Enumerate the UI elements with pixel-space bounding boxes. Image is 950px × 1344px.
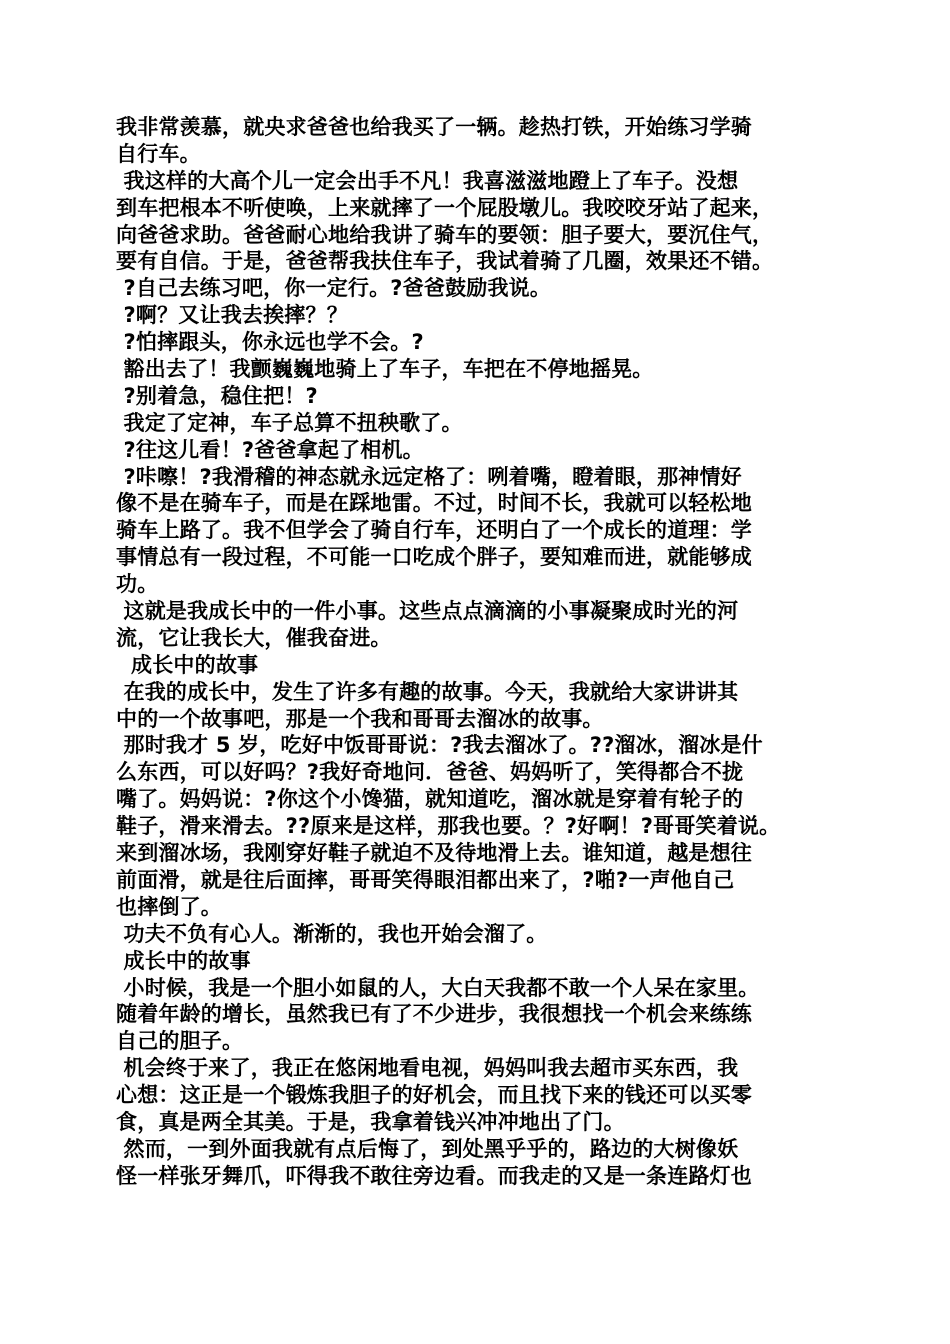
text-line: 前面滑，就是往后面摔，哥哥笑得眼泪都出来了，?啪?一声他自己 bbox=[116, 867, 735, 892]
text-line: 随着年龄的增长，虽然我已有了不少进步，我很想找一个机会来练练 bbox=[116, 1002, 752, 1027]
text-line: 食，真是两全其美。于是，我拿着钱兴冲冲地出了门。 bbox=[116, 1109, 625, 1134]
text-line: 机会终于来了，我正在悠闲地看电视，妈妈叫我去超市买东西，我 bbox=[116, 1056, 739, 1081]
text-line: 那时我才 5 岁，吃好中饭哥哥说：?我去溜冰了。??溜冰，溜冰是什 bbox=[116, 733, 763, 758]
text-line: 我定了定神，车子总算不扭秧歌了。 bbox=[116, 410, 463, 435]
text-line: ?咔嚓！?我滑稽的神态就永远定格了：咧着嘴，瞪着眼，那神情好 bbox=[116, 464, 742, 489]
text-line: ?自己去练习吧，你一定行。?爸爸鼓励我说。 bbox=[116, 276, 552, 301]
text-line: 成长中的故事 bbox=[116, 652, 259, 677]
text-line: 嘴了。妈妈说：?你这个小馋猫，就知道吃，溜冰就是穿着有轮子的 bbox=[116, 787, 744, 812]
text-line: 事情总有一段过程，不可能一口吃成个胖子，要知难而进，就能够成 bbox=[116, 545, 752, 570]
text-line: 豁出去了！我颤巍巍地骑上了车子，车把在不停地摇晃。 bbox=[116, 357, 654, 382]
text-line: 到车把根本不听使唤，上来就摔了一个屁股墩儿。我咬咬牙站了起来， bbox=[116, 195, 774, 220]
text-line: ?怕摔跟头，你永远也学不会。? bbox=[116, 330, 424, 355]
text-line: 功。 bbox=[116, 572, 159, 597]
text-line: 在我的成长中，发生了许多有趣的故事。今天，我就给大家讲讲其 bbox=[116, 679, 739, 704]
text-line: 么东西，可以好吗？?我好奇地问．爸爸、妈妈听了，笑得都合不拢 bbox=[116, 760, 744, 785]
text-line: 我这样的大高个儿一定会出手不凡！我喜滋滋地蹬上了车子。没想 bbox=[116, 168, 739, 193]
text-line: 自己的胆子。 bbox=[116, 1029, 244, 1054]
text-line: 这就是我成长中的一件小事。这些点点滴滴的小事凝聚成时光的河 bbox=[116, 599, 739, 624]
text-line: 鞋子，滑来滑去。??原来是这样，那我也要。？?好啊！?哥哥笑着说。 bbox=[116, 814, 781, 839]
text-line: 要有自信。于是，爸爸帮我扶住车子，我试着骑了几圈，效果还不错。 bbox=[116, 249, 774, 274]
essay-text bbox=[116, 114, 852, 1190]
text-line: 小时候，我是一个胆小如鼠的人，大白天我都不敢一个人呆在家里。 bbox=[116, 975, 760, 1000]
text-line: 成长中的故事 bbox=[116, 948, 251, 973]
text-line: 骑车上路了。我不但学会了骑自行车，还明白了一个成长的道理：学 bbox=[116, 518, 752, 543]
text-line: 心想：这正是一个锻炼我胆子的好机会，而且找下来的钱还可以买零 bbox=[116, 1083, 752, 1108]
text-line: 也摔倒了。 bbox=[116, 894, 222, 919]
text-line: 像不是在骑车子，而是在踩地雷。不过，时间不长，我就可以轻松地 bbox=[116, 491, 752, 516]
text-line: 然而，一到外面我就有点后悔了，到处黑乎乎的，路边的大树像妖 bbox=[116, 1136, 739, 1161]
text-line: 来到溜冰场，我刚穿好鞋子就迫不及待地滑上去。谁知道，越是想往 bbox=[116, 841, 752, 866]
text-line: ?啊？又让我去挨摔？？ bbox=[116, 303, 348, 328]
text-line: 中的一个故事吧，那是一个我和哥哥去溜冰的故事。 bbox=[116, 706, 604, 731]
text-line: 怪一样张牙舞爪，吓得我不敢往旁边看。而我走的又是一条连路灯也 bbox=[116, 1163, 752, 1188]
text-line: 我非常羡慕，就央求爸爸也给我买了一辆。趁热打铁，开始练习学骑 bbox=[116, 115, 752, 139]
text-line: ?往这儿看！?爸爸拿起了相机。 bbox=[116, 437, 424, 462]
text-line: 自行车。 bbox=[116, 141, 201, 166]
text-line: ?别着急，稳住把！? bbox=[116, 383, 318, 408]
text-line: 流，它让我长大，催我奋进。 bbox=[116, 625, 392, 650]
text-line: 功夫不负有心人。渐渐的，我也开始会溜了。 bbox=[116, 921, 548, 946]
text-line: 向爸爸求助。爸爸耐心地给我讲了骑车的要领：胆子要大，要沉住气， bbox=[116, 222, 774, 247]
